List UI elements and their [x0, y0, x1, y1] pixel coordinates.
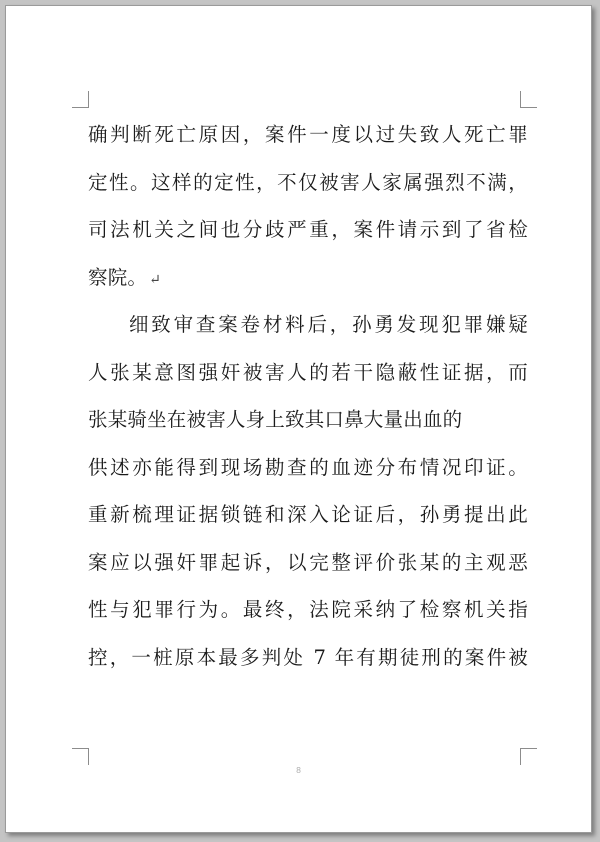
margin-corner-top-right — [520, 91, 537, 108]
text-line: 定性。这样的定性，不仅被害人家属强烈不满， — [88, 170, 528, 194]
text-line: 司法机关之间也分歧严重，案件请示到了省检 — [88, 218, 528, 241]
text-line: 确判断死亡原因，案件一度以过失致人死亡罪 — [88, 123, 528, 146]
text-line: 案应以强奸罪起诉，以完整评价张某的主观恶 — [88, 550, 528, 574]
text-line-content: 察院。 — [88, 265, 148, 289]
margin-corner-bottom-left — [72, 748, 89, 765]
text-line: 性与犯罪行为。最终，法院采纳了检察机关指 — [88, 598, 528, 621]
text-line: 重新梳理证据锁链和深入论证后，孙勇提出此 — [88, 503, 528, 526]
margin-corner-bottom-right — [520, 748, 537, 765]
page-number: 8 — [295, 766, 302, 775]
text-line: 控，一桩原本最多判处 7 年有期徒刑的案件被 — [88, 645, 528, 669]
margin-corner-top-left — [72, 91, 89, 108]
text-line: 供述亦能得到现场勘查的血迹分布情况印证。 — [88, 455, 528, 479]
text-line: 细致审查案卷材料后，孙勇发现犯罪嫌疑 — [129, 313, 528, 336]
document-page — [5, 5, 592, 833]
body-text — [88, 111, 528, 681]
text-line: 张某骑坐在被害人身上致其口鼻大量出血的 — [88, 408, 463, 431]
text-line: 人张某意图强奸被害人的若干隐蔽性证据，而 — [88, 360, 528, 384]
text-line — [88, 254, 528, 302]
paragraph-mark-icon: ↵ — [149, 271, 162, 288]
